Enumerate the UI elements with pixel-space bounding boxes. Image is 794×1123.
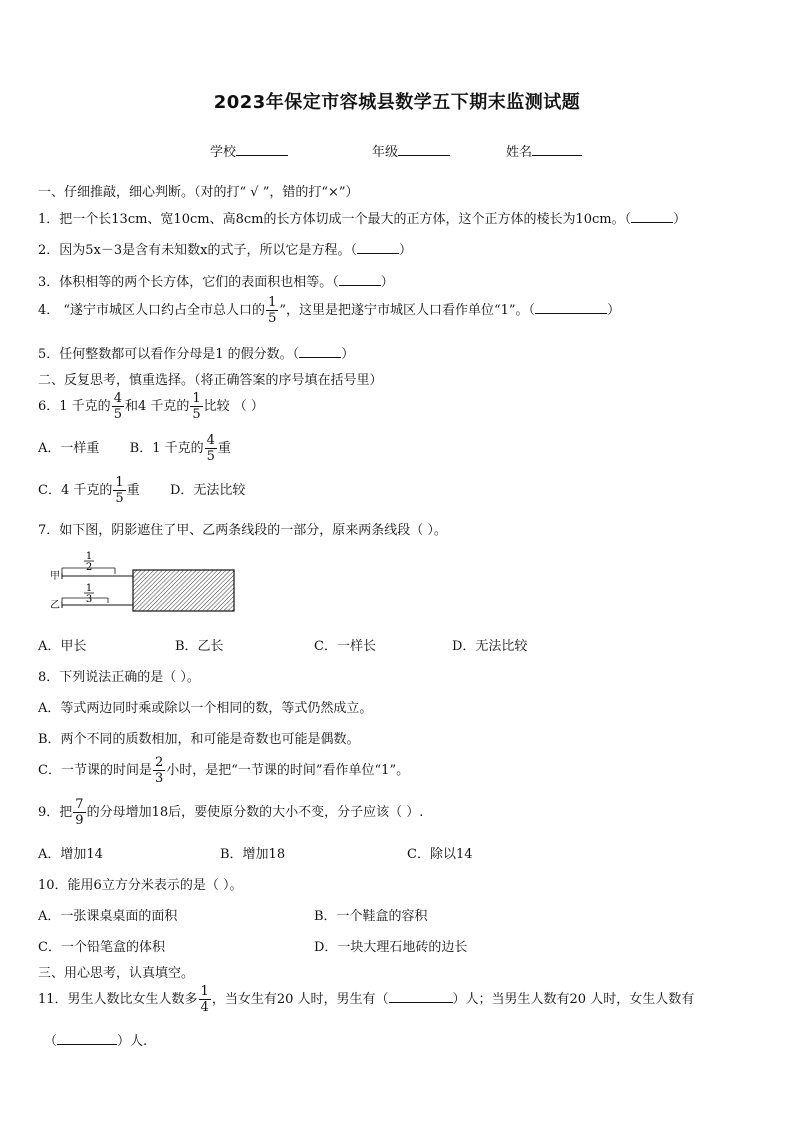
q11-line-2: （ ）人.	[44, 1034, 148, 1049]
question-9: 9．把 $\frac{7}{9}$ 的分母增加18后，要使原分数的大小不变，分子应该（ ）.	[38, 797, 424, 828]
q4-close: ）	[607, 303, 621, 318]
q7-option-b[interactable]: B．乙长	[175, 639, 224, 654]
q10-option-c[interactable]: C．一个铅笔盒的体积	[38, 940, 165, 955]
q6-fraction-1: $\frac{4}{5}$	[113, 391, 122, 422]
q8-option-b[interactable]: B．两个不同的质数相加，和可能是奇数也可能是偶数。	[38, 732, 360, 747]
section-2-heading: 二、反复思考，慎重选择。（将正确答案的序号填在括号里）	[38, 373, 383, 388]
question-6	[38, 392, 264, 421]
q1-text: 1．把一个长13cm、宽10cm、高8cm的长方体切成一个最大的正方体，这个正方体的棱长为10cm。（	[38, 212, 632, 227]
grade-field	[372, 141, 450, 160]
q9-option-c[interactable]: C．除以14	[407, 847, 473, 862]
q3-close: ）	[380, 275, 394, 290]
q8-option-a[interactable]: A．等式两边同时乘或除以一个相同的数，等式仍然成立。	[38, 701, 373, 716]
page-title: 2023年保定市容城县数学五下期末监测试题	[213, 92, 581, 113]
q5-answer-blank[interactable]	[299, 357, 341, 358]
q8-option-c-fraction: $\frac{2}{3}$	[154, 755, 164, 786]
q11-fraction: $\frac{1}{4}$	[200, 984, 209, 1015]
q5-text: 5．任何整数都可以看作分母是1 的假分数。（	[38, 347, 300, 362]
q6-option-a[interactable]: A．一样重	[38, 441, 100, 456]
fig-fraction-2-denominator: 3	[85, 594, 93, 605]
q6-option-d[interactable]: D．无法比较	[169, 483, 246, 498]
q6-pre: 6．1 千克的	[38, 399, 111, 414]
q9-option-b[interactable]: B．增加18	[220, 847, 286, 862]
q6-fraction-2: $\frac{1}{5}$	[192, 391, 201, 422]
q4-post: ”，这里是把遂宁市城区人口看作单位“1”。（	[279, 303, 536, 318]
q2-answer-blank[interactable]	[357, 253, 399, 254]
q11-answer-blank-1[interactable]	[389, 1002, 453, 1003]
q7-option-d[interactable]: D．无法比较	[452, 639, 528, 654]
q6-options-row-2	[38, 476, 245, 505]
name-label: 姓名	[506, 145, 533, 160]
q6-option-c[interactable]: C．4 千克的 $\frac{1}{5}$ 重	[38, 475, 140, 506]
q2-text: 2．因为5x－3是含有未知数x的式子，所以它是方程。（	[38, 243, 357, 258]
q6-mid: 和4 千克的	[124, 399, 190, 414]
q10-option-d[interactable]: D．一块大理石地砖的边长	[314, 940, 468, 955]
line-segments-figure	[40, 548, 240, 614]
question-3	[38, 271, 394, 290]
question-4	[38, 296, 620, 325]
q11-answer-blank-2[interactable]	[57, 1044, 117, 1045]
name-field	[506, 141, 582, 160]
fig-label-jia: 甲	[50, 571, 60, 582]
fig-fraction-1-numerator: 1	[85, 551, 93, 562]
q6-post: 比较 （ ）	[203, 399, 264, 414]
q9-fraction: $\frac{7}{9}$	[75, 797, 84, 828]
school-blank[interactable]	[236, 155, 288, 156]
q2-close: ）	[398, 243, 412, 258]
q10-option-a[interactable]: A．一张课桌桌面的面积	[38, 909, 178, 924]
q7-option-a[interactable]: A．甲长	[38, 639, 87, 654]
question-1	[38, 208, 686, 227]
section-3-heading: 三、用心思考，认真填空。	[38, 966, 195, 981]
q9-option-a[interactable]: A．增加14	[38, 847, 103, 862]
q4-fraction: $\frac{1}{5}$	[268, 295, 277, 326]
fig-fraction-2-numerator: 1	[85, 583, 93, 594]
q1-close: ）	[673, 212, 687, 227]
question-8: 8．下列说法正确的是（ ）。	[38, 670, 200, 685]
q3-text: 3．体积相等的两个长方体，它们的表面积也相等。（	[38, 275, 339, 290]
q5-close: ）	[341, 347, 355, 362]
q8-option-c[interactable]: C．一节课的时间是 $\frac{2}{3}$ 小时，是把“一节课的时间”看作单位“1”。	[38, 755, 410, 786]
section-1-heading: 一、仔细推敲，细心判断。（对的打“ √ ”，错的打“×”）	[38, 185, 359, 200]
name-blank[interactable]	[532, 155, 582, 156]
fig-fraction-1-denominator: 2	[85, 562, 93, 573]
question-5	[38, 343, 354, 362]
q1-answer-blank[interactable]	[631, 222, 673, 223]
q6-options-row-1	[38, 434, 231, 463]
fig-label-yi: 乙	[50, 600, 60, 611]
q7-option-c[interactable]: C．一样长	[314, 639, 376, 654]
q4-pre: 4． “遂宁市城区人口约占全市总人口的	[38, 303, 266, 318]
q4-answer-blank[interactable]	[535, 313, 607, 314]
question-11: 11．男生人数比女生人数多 $\frac{1}{4}$ ，当女生有20 人时，男生有（ ）人；当男生人数有20 人时，女生人数有	[38, 984, 695, 1015]
school-field	[210, 141, 288, 160]
grade-blank[interactable]	[398, 155, 450, 156]
q10-option-b[interactable]: B．一个鞋盒的容积	[314, 909, 428, 924]
question-7: 7．如下图，阴影遮住了甲、乙两条线段的一部分，原来两条线段（ ）。	[38, 523, 447, 538]
question-10: 10．能用6立方分米表示的是（ ）。	[38, 878, 243, 893]
shaded-cover	[133, 570, 234, 611]
school-label: 学校	[210, 145, 237, 160]
q3-answer-blank[interactable]	[339, 285, 381, 286]
question-2	[38, 239, 412, 258]
grade-label: 年级	[372, 145, 399, 160]
q6-option-b[interactable]: B．1 千克的 $\frac{4}{5}$ 重	[129, 433, 231, 464]
